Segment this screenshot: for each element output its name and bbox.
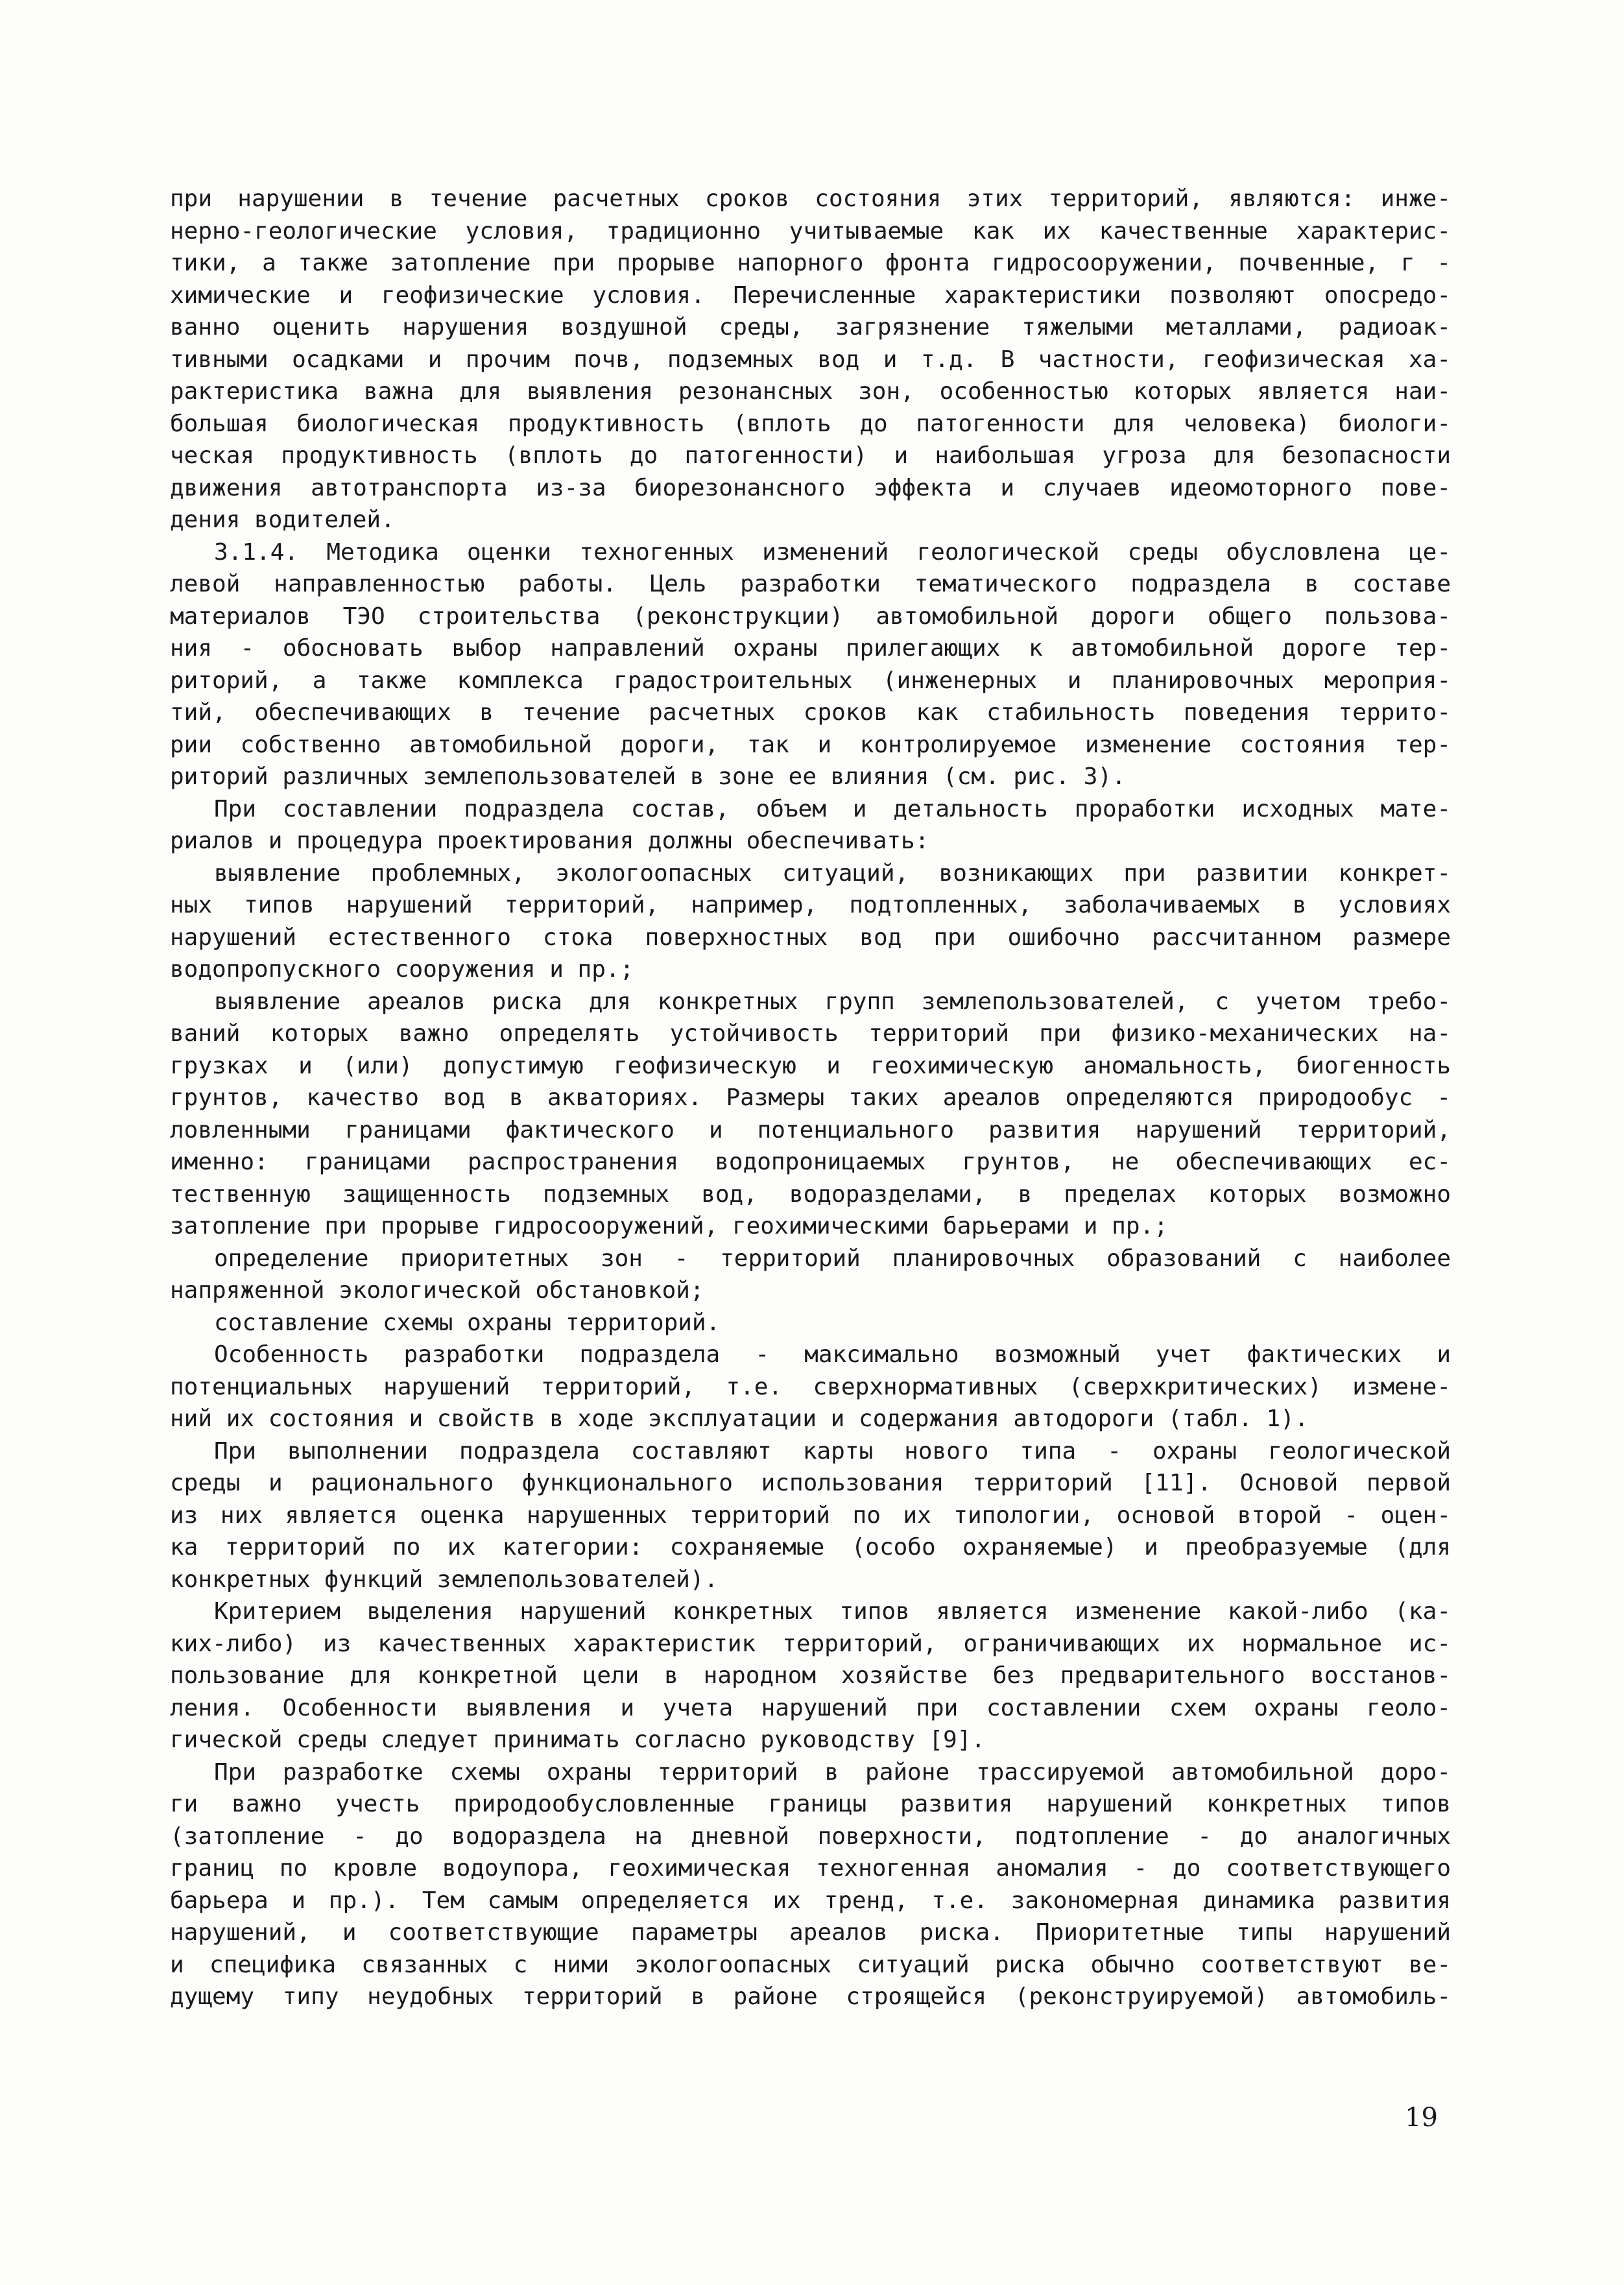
text-line: левой направленностью работы. Цель разработки тематического подраздела в составе (170, 571, 1451, 597)
text-line: тественную защищенность подземных вод, водоразделами, в пределах которых возможно (170, 1180, 1451, 1208)
text-line: тивными осадками и прочим почв, подземных вод и т.д. В частности, геофизическая ха- (170, 346, 1451, 373)
text-line: риторий различных землепользователей в зоне ее влияния (см. рис. 3). (170, 763, 1126, 790)
text-line: конкретных функций землепользователей). (170, 1566, 719, 1593)
text-line: выявление ареалов риска для конкретных групп землепользователей, с учетом требо- (214, 988, 1451, 1015)
text-line: при нарушении в течение расчетных сроков состояния этих территорий, являются: инже- (170, 185, 1451, 212)
text-line: химические и геофизические условия. Перечисленные характеристики позволяют опосредо- (170, 281, 1451, 309)
text-line: среды и рационального функционального использования территорий [11]. Основой первой (170, 1470, 1451, 1496)
text-line: При составлении подраздела состав, объем и детальность проработки исходных мате- (214, 795, 1451, 822)
text-line: рии собственно автомобильной дороги, так и контролируемое изменение состояния тер- (170, 731, 1451, 758)
text-line: тики, а также затопление при прорыве напорного фронта гидросооружении, почвенные, г - (170, 250, 1451, 276)
text-line: риалов и процедура проектирования должны обеспечивать: (170, 828, 929, 854)
text-line: дущему типу неудобных территорий в районе строящейся (реконструируемой) автомобиль- (170, 1983, 1451, 2010)
text-line: водопропускного сооружения и пр.; (170, 956, 634, 983)
document-body (170, 183, 1451, 2013)
text-line: потенциальных нарушений территорий, т.е. сверхнормативных (сверхкритических) измене- (170, 1373, 1451, 1400)
text-line: большая биологическая продуктивность (вплоть до патогенности для человека) биологи- (170, 410, 1451, 437)
page-number: 19 (1405, 2103, 1438, 2133)
text-line: грунтов, качество вод в акваториях. Размеры таких ареалов определяются природообус - (170, 1084, 1451, 1111)
text-line: ловленными границами фактического и потенциального развития нарушений территорий, (170, 1116, 1451, 1143)
text-line: Особенность разработки подраздела - максимально возможный учет фактических и (214, 1341, 1451, 1368)
text-line: рактеристика важна для выявления резонансных зон, особенностью которых является наи- (170, 378, 1451, 405)
text-line: границ по кровле водоупора, геохимическая техногенная аномалия - до соответствующего (170, 1855, 1451, 1882)
text-line: ка территорий по их категории: сохраняемые (особо охраняемые) и преобразуемые (для (170, 1534, 1451, 1561)
text-line: составление схемы охраны территорий. (214, 1309, 721, 1336)
text-line: именно: границами распространения водопроницаемых грунтов, не обеспечивающих ес- (170, 1149, 1451, 1175)
text-line: риторий, а также комплекса градостроительных (инженерных и планировочных мероприя- (170, 667, 1451, 694)
text-line: 3.1.4. Методика оценки техногенных изменений геологической среды обусловлена це- (214, 538, 1451, 566)
text-line: пользование для конкретной цели в народном хозяйстве без предварительного восстанов- (170, 1662, 1451, 1689)
text-line: ний их состояния и свойств в ходе эксплуатации и содержания автодороги (табл. 1). (170, 1406, 1309, 1432)
text-line: ческая продуктивность (вплоть до патогенности) и наибольшая угроза для безопасности (170, 442, 1451, 469)
text-line: ных типов нарушений территорий, например, подтопленных, заболачиваемых в условиях (170, 892, 1451, 918)
text-line: затопление при прорыве гидросооружений, геохимическими барьерами и пр.; (170, 1213, 1168, 1239)
text-line: При выполнении подраздела составляют карты нового типа - охраны геологической (214, 1437, 1451, 1465)
text-line: ления. Особенности выявления и учета нарушений при составлении схем охраны геоло- (170, 1694, 1451, 1721)
text-line: из них является оценка нарушенных территорий по их типологии, основой второй - оцен- (170, 1501, 1451, 1529)
text-line: гической среды следует принимать согласно руководству [9]. (170, 1727, 986, 1753)
text-line: При разработке схемы охраны территорий в районе трассируемой автомобильной доро- (214, 1758, 1451, 1786)
text-line: напряженной экологической обстановкой; (170, 1277, 704, 1304)
text-line: дения водителей. (170, 507, 395, 533)
text-line: и специфика связанных с ними экологоопасных ситуаций риска обычно соответствуют ве- (170, 1951, 1451, 1978)
text-line: выявление проблемных, экологоопасных ситуаций, возникающих при развитии конкрет- (214, 859, 1451, 887)
text-line: определение приоритетных зон - территорий планировочных образований с наиболее (214, 1245, 1451, 1272)
text-line: ких-либо) из качественных характеристик территорий, ограничивающих их нормальное ис- (170, 1630, 1451, 1657)
text-line: ваний которых важно определять устойчивость территорий при физико-механических на- (170, 1020, 1451, 1047)
text-line: нарушений, и соответствующие параметры ареалов риска. Приоритетные типы нарушений (170, 1919, 1451, 1946)
text-line: Критерием выделения нарушений конкретных типов является изменение какой-либо (ка- (214, 1598, 1451, 1625)
text-line: нерно-геологические условия, традиционно учитываемые как их качественные характерис- (170, 217, 1451, 245)
text-line: движения автотранспорта из-за биорезонансного эффекта и случаев идеомоторного пове- (170, 474, 1451, 501)
text-line: грузках и (или) допустимую геофизическую и геохимическую аномальность, биогенность (170, 1052, 1451, 1079)
text-line: ванно оценить нарушения воздушной среды, загрязнение тяжелыми металлами, радиоак- (170, 314, 1451, 341)
text-line: нарушений естественного стока поверхностных вод при ошибочно рассчитанном размере (170, 924, 1451, 951)
text-line: (затопление - до водораздела на дневной поверхности, подтопление - до аналогичных (170, 1823, 1451, 1850)
text-line: тий, обеспечивающих в течение расчетных сроков как стабильность поведения террито- (170, 699, 1451, 726)
text-line: ния - обосновать выбор направлений охраны прилегающих к автомобильной дороге тер- (170, 635, 1451, 662)
text-line: ги важно учесть природообусловленные границы развития нарушений конкретных типов (170, 1791, 1451, 1817)
text-line: материалов ТЭО строительства (реконструкции) автомобильной дороги общего пользова- (170, 603, 1451, 630)
text-line: барьера и пр.). Тем самым определяется их тренд, т.е. закономерная динамика развития (170, 1887, 1451, 1914)
